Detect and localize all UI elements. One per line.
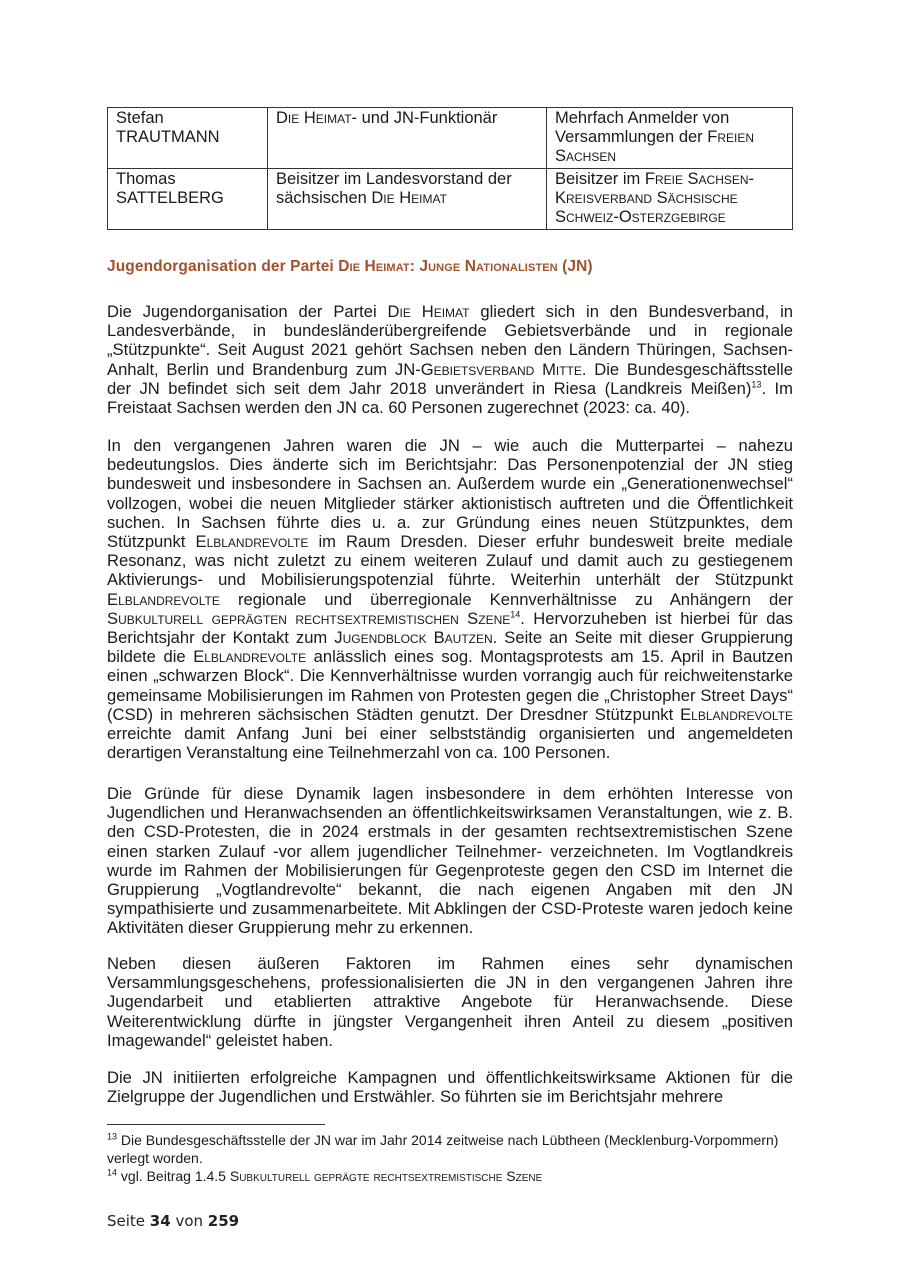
table-cell-role: Beisitzer im Landesvorstand der sächsischen Die Heimat: [268, 169, 547, 230]
table-row: [108, 108, 793, 169]
table-cell-name: Stefan TRAUTMANN: [108, 108, 268, 169]
table-cell-activity: Beisitzer im Freie Sachsen-Kreisverband Sächsische Schweiz-Osterzgebirge: [547, 169, 793, 230]
paragraph: Die Jugendorganisation der Partei Die Heimat gliedert sich in den Bundesverband, in Landesverbände, in bundesländerübergreifende Gebietsverbände und in regionale „Stützpunkte“. Seit August 2021 gehört Sachsen neben den Ländern Thüringen, Sachsen-Anhalt, Berlin und Brandenburg zum JN-Gebietsverband Mitte. Die Bundesgeschäftsstelle der JN befindet sich seit dem Jahr 2018 unverändert in Riesa (Landkreis Meißen)$^{13}$. Im Freistaat Sachsen werden den JN ca. 60 Personen zugerechnet (2023: ca. 40).: [107, 302, 793, 418]
table-cell-activity: Mehrfach Anmelder von Versammlungen der Freien Sachsen: [547, 108, 793, 169]
footnotes: [107, 1131, 793, 1185]
table-cell-name: Thomas SATTELBERG: [108, 169, 268, 230]
table-cell-role: Die Heimat- und JN-Funktionär: [268, 108, 547, 169]
paragraph: In den vergangenen Jahren waren die JN – wie auch die Mutterpartei – nahezu bedeutungslos. Dies änderte sich im Berichtsjahr: Das Personenpotenzial der JN stieg bundesweit und insbesondere in Sachsen an. Außerdem wurde ein „Generationenwechsel“ vollzogen, wobei die neuen Mitglieder stärker aktionistisch auftreten und die Öffentlichkeit suchen. In Sachsen führte dies u. a. zur Gründung eines neuen Stützpunktes, dem Stützpunkt Elblandrevolte im Raum Dresden. Dieser erfuhr bundesweit breite mediale Resonanz, was nicht zuletzt zu einem weiteren Zulauf und damit auch zu gestiegenem Aktivierungs- und Mobilisierungspotenzial führte. Weiterhin unterhält der Stützpunkt Elblandrevolte regionale und überregionale Kennverhältnisse zu Anhängern der Subkulturell geprägten rechtsextremistischen Szene$^{14}$. Hervorzuheben ist hierbei für das Berichtsjahr der Kontakt zum Jugendblock Bautzen. Seite an Seite mit dieser Gruppierung bildete die Elblandrevolte anlässlich eines sog. Montagsprotests am 15. April in Bautzen einen „schwarzen Block“. Die Kennverhältnisse wurden vorrangig auch für reichweitenstarke gemeinsame Mobilisierungen im Rahmen von Protesten gegen die „Christopher Street Days“ (CSD) in mehreren sächsischen Städten genutzt. Der Dresdner Stützpunkt Elblandrevolte erreichte damit Anfang Juni bei einer selbstständig organisierten und angemeldeten derartigen Veranstaltung eine Teilnehmerzahl von ca. 100 Personen.: [107, 436, 794, 763]
paragraph: Neben diesen äußeren Faktoren im Rahmen eines sehr dynamischen Versammlungsgeschehens, professionalisierten die JN in den vergangenen Jahren ihre Jugendarbeit und etablierten attraktive Angebote für Heranwachsende. Diese Weiterentwicklung dürfte in jüngster Vergangenheit ihren Anteil zu diesem „positiven Imagewandel“ geleistet haben.: [107, 954, 793, 1050]
footnote-divider: [107, 1124, 325, 1125]
footnote-14: $^{14}$ vgl. Beitrag 1.4.5 Subkulturell geprägte rechtsextremistische Szene: [107, 1167, 543, 1184]
persons-table: [107, 107, 793, 230]
page-number: Seite 34 von 259: [107, 1212, 240, 1230]
paragraph: Die Gründe für diese Dynamik lagen insbesondere in dem erhöhten Interesse von Jugendlichen und Heranwachsenden an öffentlichkeitswirksamen Veranstaltungen, wie z. B. den CSD-Protesten, die in 2024 erstmals in der gesamten rechtsextremistischen Szene einen starken Zulauf -vor allem jugendlicher Teilnehmer- verzeichneten. Im Vogtlandkreis wurde im Rahmen der Mobilisierungen für Gegenproteste gegen den CSD im Internet die Gruppierung „Vogtlandrevolte“ bekannt, die nach eigenen Angaben mit den JN sympathisierte und zusammenarbeitete. Mit Abklingen der CSD-Proteste waren jedoch keine Aktivitäten dieser Gruppierung mehr zu erkennen.: [107, 784, 793, 938]
table-row: [108, 169, 793, 230]
paragraph: Die JN initiierten erfolgreiche Kampagnen und öffentlichkeitswirksame Aktionen für die Zielgruppe der Jugendlichen und Erstwähler. So führten sie im Berichtsjahr mehrere: [107, 1068, 793, 1107]
section-heading: Jugendorganisation der Partei Die Heimat: Junge Nationalisten (JN): [107, 258, 593, 275]
footnote-13: $^{13}$ Die Bundesgeschäftsstelle der JN war im Jahr 2014 zeitweise nach Lübtheen (Mecklenburg-Vorpommern) verlegt worden.: [107, 1131, 779, 1166]
